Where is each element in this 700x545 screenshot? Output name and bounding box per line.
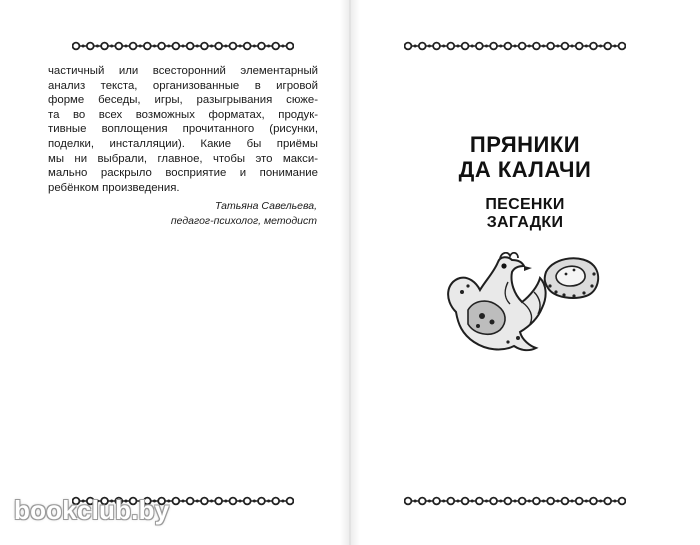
bead-ornament-icon — [72, 41, 294, 51]
gingerbread-illustration — [438, 252, 602, 362]
book-subtitle-line: ЗАГАДКИ — [486, 214, 564, 231]
text-line: анализ текста, организованные в игровой — [48, 79, 318, 92]
body-paragraph — [48, 64, 318, 195]
text-line: мы ни выбрали, главное, чтобы это макси- — [48, 152, 318, 165]
text-line: тивные воплощения прочитанного (рисунки, — [48, 123, 318, 136]
text-line: поделки, инсталляции). Какие бы приёмы — [48, 137, 318, 150]
gingerbread-bird-icon — [448, 253, 546, 350]
bead-ornament-icon — [404, 41, 626, 51]
text-line: ребёнком произведения. — [48, 181, 180, 194]
watermark: bookclub.by — [14, 495, 170, 525]
bottom-ornament-right-icon — [404, 496, 626, 506]
left-page — [0, 0, 349, 545]
text-line: мально раскрыло восприятие и понимание — [48, 167, 318, 180]
right-page — [350, 0, 700, 545]
kalach-bread-icon — [545, 258, 598, 298]
book-title — [350, 132, 700, 182]
book-subtitle — [350, 196, 700, 232]
author-name: Татьяна Савельева, — [214, 200, 317, 212]
text-line: форме беседы, игры, разыгрывания сюже- — [48, 94, 318, 107]
author-role: педагог-психолог, методист — [170, 215, 317, 227]
book-title-line: ПРЯНИКИ — [469, 132, 581, 157]
text-line: частичный или всесторонний элементарный — [48, 65, 318, 77]
author-signature — [117, 199, 317, 229]
top-ornament-right-icon — [404, 41, 626, 51]
bead-ornament-icon — [404, 496, 626, 506]
book-subtitle-line: ПЕСЕНКИ — [485, 196, 565, 213]
book-spine — [340, 0, 360, 545]
text-line: та во всех возможных форматах, продук- — [48, 108, 318, 121]
book-title-line: ДА КАЛАЧИ — [458, 157, 592, 182]
top-ornament-left-icon — [72, 41, 294, 51]
